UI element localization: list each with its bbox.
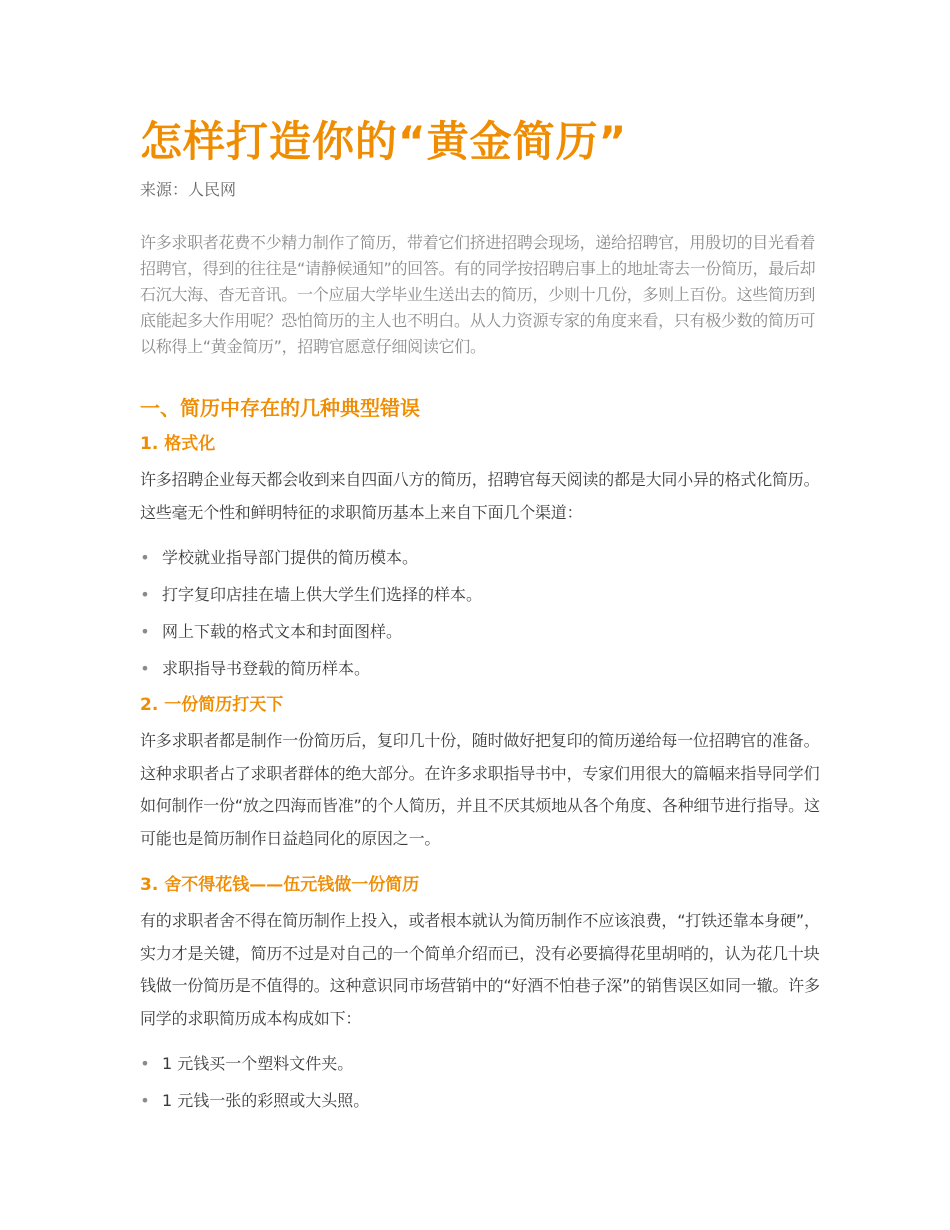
section-heading-typical-mistakes: 一、简历中存在的几种典型错误 <box>140 396 420 420</box>
bullet-icon: • <box>140 659 150 678</box>
list-item <box>140 650 820 687</box>
subheading-cheap-resume: 3. 舍不得花钱——伍元钱做一份简历 <box>140 875 420 895</box>
paragraph-one-resume: 许多求职者都是制作一份简历后，复印几十份，随时做好把复印的简历递给每一位招聘官的准备。这种求职者占了求职者群体的绝大部分。在许多求职指导书中，专家们用很大的篇幅来指导同学们如何制作一份“放之四海而皆准”的个人简历，并且不厌其烦地从各个角度、各种细节进行指导。这可能也是简历制作日益趋同化的原因之一。 <box>140 731 820 848</box>
list-item <box>140 1082 820 1119</box>
list-item <box>140 539 820 576</box>
list-item-text: 1 元钱买一个塑料文件夹。 <box>162 1054 354 1073</box>
bullet-icon: • <box>140 585 150 604</box>
subheading-formatted: 1. 格式化 <box>140 434 216 454</box>
paragraph-formatted: 许多招聘企业每天都会收到来自四面八方的简历，招聘官每天阅读的都是大同小异的格式化简历。这些毫无个性和鲜明特征的求职简历基本上来自下面几个渠道： <box>140 470 820 522</box>
article-title: 怎样打造你的“黄金简历” <box>140 117 628 166</box>
bullet-icon: • <box>140 548 150 567</box>
subheading-one-resume: 2. 一份简历打天下 <box>140 695 284 715</box>
list-item-text: 打字复印店挂在墙上供大学生们选择的样本。 <box>162 585 483 604</box>
bullet-list-resume-costs <box>140 1045 820 1119</box>
list-item <box>140 1045 820 1082</box>
list-item <box>140 576 820 613</box>
bullet-icon: • <box>140 1091 150 1110</box>
list-item-text: 网上下载的格式文本和封面图样。 <box>162 622 403 641</box>
paragraph-cheap-resume: 有的求职者舍不得在简历制作上投入，或者根本就认为简历制作不应该浪费，“打铁还靠本身硬”，实力才是关键，简历不过是对自己的一个简单介绍而已，没有必要搞得花里胡哨的，认为花几十块钱做一份简历是不值得的。这种意识同市场营销中的“好酒不怕巷子深”的销售误区如同一辙。许多同学的求职简历成本构成如下： <box>140 911 820 1028</box>
intro-paragraph: 许多求职者花费不少精力制作了简历，带着它们挤进招聘会现场，递给招聘官，用殷切的目光看着招聘官，得到的往往是“请静候通知”的回答。有的同学按招聘启事上的地址寄去一份简历，最后却石沉大海、杳无音讯。一个应届大学毕业生送出去的简历，少则十几份，多则上百份。这些简历到底能起多大作用呢？恐怕简历的主人也不明白。从人力资源专家的角度来看，只有极少数的简历可以称得上“黄金简历”，招聘官愿意仔细阅读它们。 <box>140 233 816 356</box>
article <box>140 110 820 1119</box>
bullet-list-resume-sources <box>140 539 820 687</box>
bullet-icon: • <box>140 1054 150 1073</box>
list-item <box>140 613 820 650</box>
list-item-text: 1 元钱一张的彩照或大头照。 <box>162 1091 370 1110</box>
list-item-text: 求职指导书登载的简历样本。 <box>162 659 371 678</box>
bullet-icon: • <box>140 622 150 641</box>
list-item-text: 学校就业指导部门提供的简历模本。 <box>162 548 419 567</box>
article-source: 来源：人民网 <box>140 180 237 199</box>
